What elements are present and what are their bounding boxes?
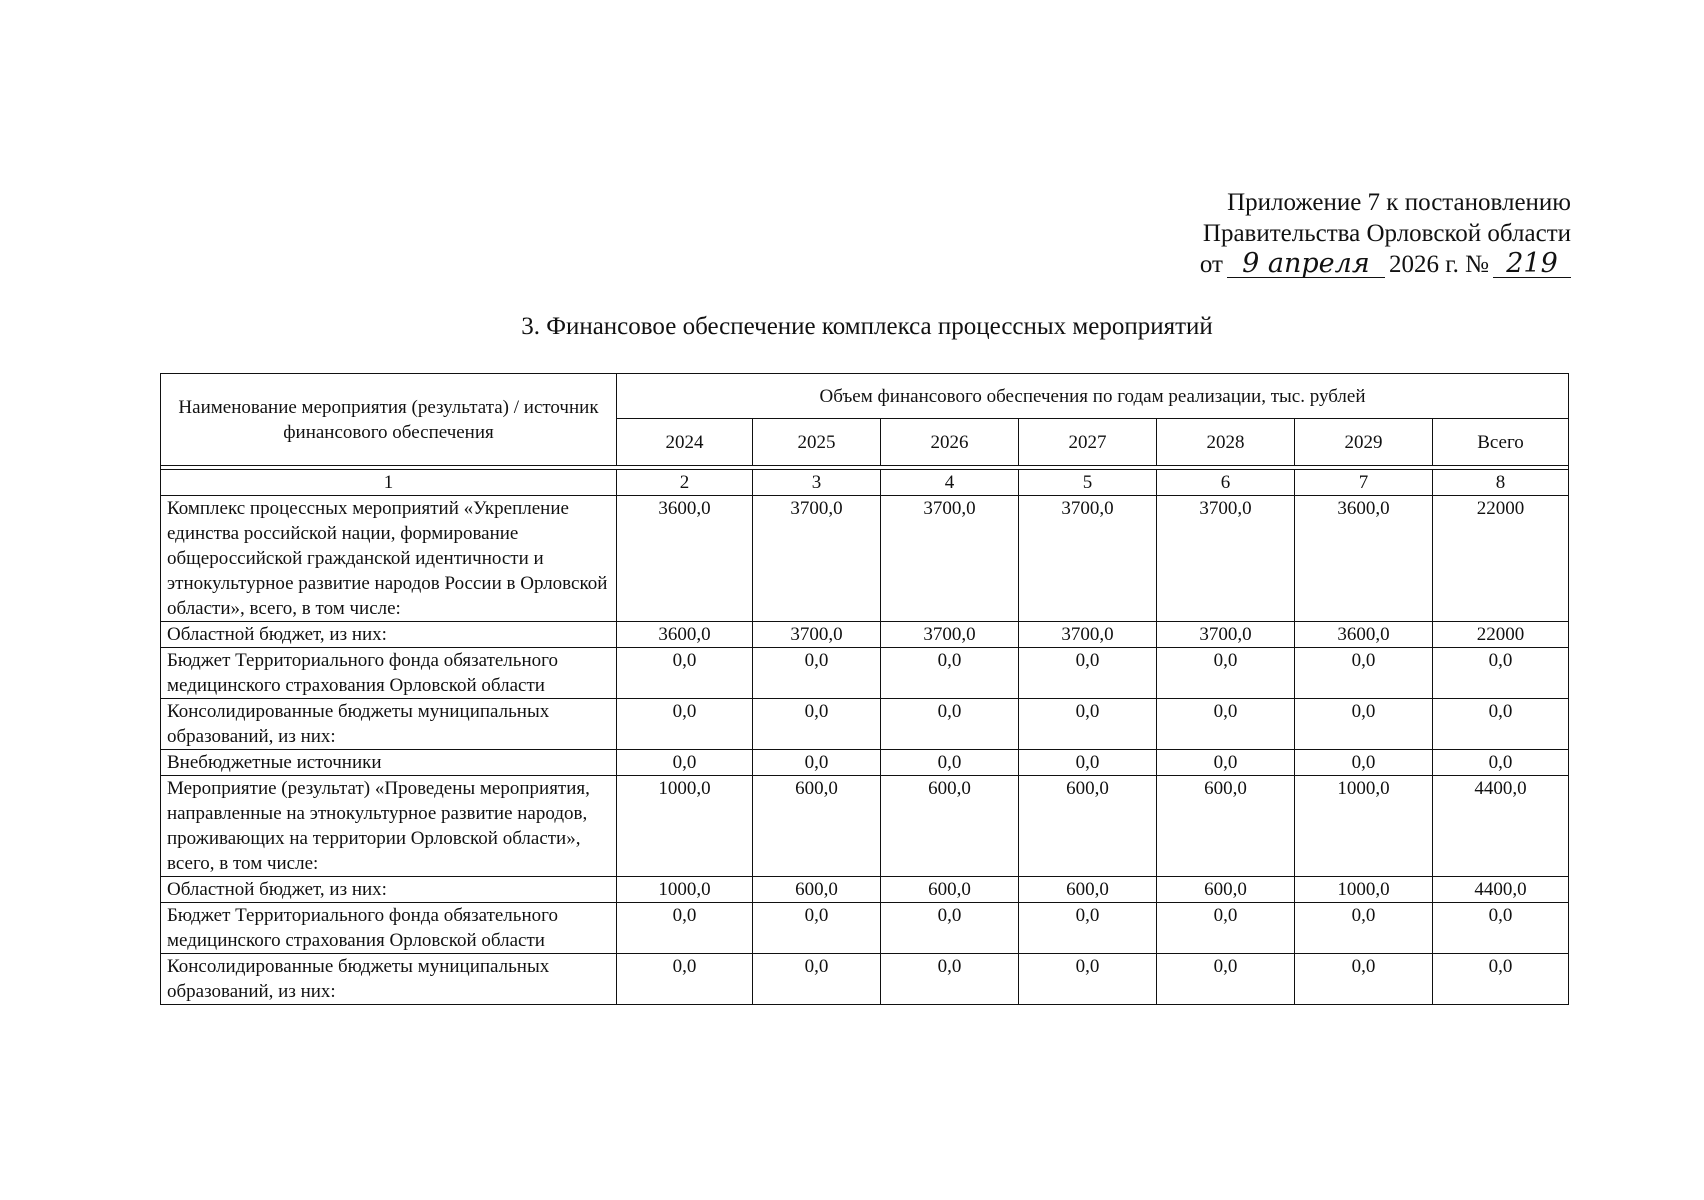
table-row — [161, 954, 1569, 1005]
row-year-value: 0,0 — [1019, 699, 1157, 750]
row-year-value: 0,0 — [1295, 954, 1433, 1005]
row-year-value: 3600,0 — [1295, 622, 1433, 648]
row-year-value: 600,0 — [753, 776, 881, 877]
row-year-value: 1000,0 — [617, 877, 753, 903]
row-total-value: 0,0 — [1433, 903, 1569, 954]
row-total-value: 4400,0 — [1433, 776, 1569, 877]
column-number: 5 — [1019, 470, 1157, 496]
header-year: 2025 — [753, 419, 881, 466]
header-year: 2027 — [1019, 419, 1157, 466]
row-year-value: 0,0 — [753, 750, 881, 776]
row-year-value: 0,0 — [1019, 648, 1157, 699]
row-year-value: 0,0 — [1295, 750, 1433, 776]
handwritten-number: 219 — [1493, 251, 1571, 278]
row-name: Внебюджетные источники — [161, 750, 617, 776]
table-row — [161, 648, 1569, 699]
row-year-value: 0,0 — [881, 648, 1019, 699]
row-year-value: 1000,0 — [1295, 877, 1433, 903]
handwritten-date: 9 апреля — [1227, 251, 1385, 278]
header-name-column: Наименование мероприятия (результата) / источник финансового обеспечения — [161, 374, 617, 466]
header-year: 2029 — [1295, 419, 1433, 466]
row-name: Мероприятие (результат) «Проведены мероприятия, направленные на этнокультурное развитие народов, проживающих на территории Орловской области», всего, в том числе: — [161, 776, 617, 877]
row-name: Бюджет Территориального фонда обязательного медицинского страхования Орловской области — [161, 903, 617, 954]
appendix-line-2: Правительства Орловской области — [1202, 220, 1571, 247]
table-row — [161, 750, 1569, 776]
row-year-value: 0,0 — [1157, 699, 1295, 750]
row-year-value: 600,0 — [1019, 877, 1157, 903]
row-year-value: 600,0 — [1157, 877, 1295, 903]
header-total: Всего — [1433, 419, 1569, 466]
header-year: 2028 — [1157, 419, 1295, 466]
column-number: 6 — [1157, 470, 1295, 496]
row-year-value: 0,0 — [1157, 750, 1295, 776]
column-number: 3 — [753, 470, 881, 496]
section-title: 3. Финансовое обеспечение комплекса процессных мероприятий — [521, 313, 1213, 340]
row-year-value: 3700,0 — [881, 622, 1019, 648]
row-year-value: 0,0 — [617, 750, 753, 776]
row-year-value: 0,0 — [753, 903, 881, 954]
row-year-value: 0,0 — [1019, 954, 1157, 1005]
row-year-value: 0,0 — [1157, 648, 1295, 699]
appendix-header — [1200, 187, 1571, 280]
row-year-value: 3700,0 — [1157, 496, 1295, 622]
row-year-value: 0,0 — [753, 699, 881, 750]
table-body — [161, 496, 1569, 1005]
row-year-value: 0,0 — [1019, 750, 1157, 776]
row-total-value: 22000 — [1433, 622, 1569, 648]
row-year-value: 1000,0 — [1295, 776, 1433, 877]
row-year-value: 0,0 — [617, 699, 753, 750]
row-year-value: 3600,0 — [1295, 496, 1433, 622]
financing-table — [160, 373, 1569, 1005]
row-total-value: 0,0 — [1433, 954, 1569, 1005]
row-year-value: 3600,0 — [617, 496, 753, 622]
row-year-value: 0,0 — [753, 954, 881, 1005]
row-year-value: 0,0 — [881, 954, 1019, 1005]
row-name: Бюджет Территориального фонда обязательного медицинского страхования Орловской области — [161, 648, 617, 699]
row-year-value: 600,0 — [881, 776, 1019, 877]
row-year-value: 3700,0 — [753, 496, 881, 622]
row-year-value: 0,0 — [1295, 699, 1433, 750]
row-name: Областной бюджет, из них: — [161, 622, 617, 648]
column-number: 1 — [161, 470, 617, 496]
row-year-value: 600,0 — [1019, 776, 1157, 877]
column-number: 4 — [881, 470, 1019, 496]
row-year-value: 0,0 — [617, 954, 753, 1005]
column-numbers-row — [161, 470, 1569, 496]
row-year-value: 0,0 — [1295, 648, 1433, 699]
row-year-value: 600,0 — [881, 877, 1019, 903]
row-name: Комплекс процессных мероприятий «Укрепление единства российской нации, формирование общероссийской гражданской идентичности и этнокультурное развитие народов России в Орловской области», всего, в том числе: — [161, 496, 617, 622]
table-row — [161, 877, 1569, 903]
row-year-value: 1000,0 — [617, 776, 753, 877]
row-year-value: 0,0 — [881, 750, 1019, 776]
row-total-value: 22000 — [1433, 496, 1569, 622]
appendix-line-1: Приложение 7 к постановлению — [1227, 189, 1571, 216]
header-year: 2024 — [617, 419, 753, 466]
row-year-value: 3700,0 — [881, 496, 1019, 622]
row-name: Консолидированные бюджеты муниципальных образований, из них: — [161, 954, 617, 1005]
row-year-value: 600,0 — [753, 877, 881, 903]
row-year-value: 0,0 — [617, 648, 753, 699]
row-year-value: 3700,0 — [1157, 622, 1295, 648]
row-year-value: 0,0 — [881, 699, 1019, 750]
table-row — [161, 776, 1569, 877]
row-year-value: 0,0 — [1157, 954, 1295, 1005]
row-year-value: 0,0 — [881, 903, 1019, 954]
table-row — [161, 903, 1569, 954]
appendix-year-text: 2026 г. № — [1388, 251, 1489, 278]
header-year: 2026 — [881, 419, 1019, 466]
row-name: Областной бюджет, из них: — [161, 877, 617, 903]
row-total-value: 4400,0 — [1433, 877, 1569, 903]
column-number: 2 — [617, 470, 753, 496]
row-year-value: 0,0 — [753, 648, 881, 699]
column-number: 7 — [1295, 470, 1433, 496]
row-year-value: 0,0 — [617, 903, 753, 954]
table-row — [161, 699, 1569, 750]
row-year-value: 3600,0 — [617, 622, 753, 648]
table-row — [161, 496, 1569, 622]
row-year-value: 3700,0 — [1019, 622, 1157, 648]
row-total-value: 0,0 — [1433, 699, 1569, 750]
row-year-value: 600,0 — [1157, 776, 1295, 877]
row-name: Консолидированные бюджеты муниципальных образований, из них: — [161, 699, 617, 750]
row-year-value: 0,0 — [1157, 903, 1295, 954]
header-volume-group: Объем финансового обеспечения по годам реализации, тыс. рублей — [617, 374, 1569, 419]
row-year-value: 0,0 — [1019, 903, 1157, 954]
appendix-date-line — [1200, 249, 1571, 280]
row-year-value: 3700,0 — [1019, 496, 1157, 622]
row-total-value: 0,0 — [1433, 750, 1569, 776]
row-year-value: 3700,0 — [753, 622, 881, 648]
appendix-from-label: от — [1199, 251, 1223, 278]
table-row — [161, 622, 1569, 648]
column-number: 8 — [1433, 470, 1569, 496]
row-total-value: 0,0 — [1433, 648, 1569, 699]
row-year-value: 0,0 — [1295, 903, 1433, 954]
